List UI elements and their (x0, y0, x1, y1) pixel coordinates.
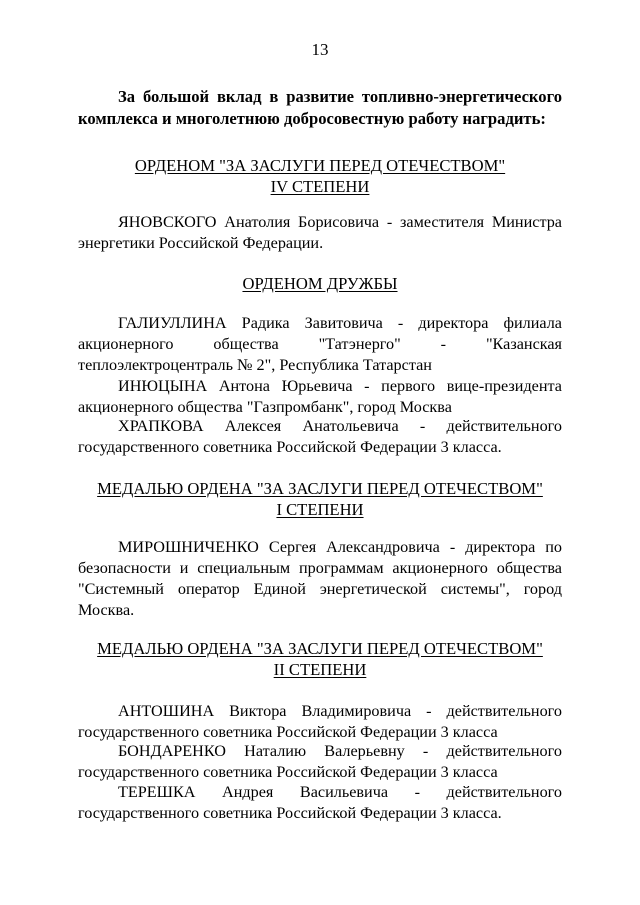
award-entry: ТЕРЕШКА Андрея Васильевича - действительного государственного советника Российской Федерации 3 класса. (78, 783, 562, 822)
section-heading-medal-1 (60, 478, 580, 520)
heading-line: МЕДАЛЬЮ ОРДЕНА "ЗА ЗАСЛУГИ ПЕРЕД ОТЕЧЕСТВОМ" (97, 479, 543, 498)
intro-paragraph: За большой вклад в развитие топливно-энергетического комплекса и многолетнюю добросовестную работу наградить: (78, 87, 562, 128)
page-number: 13 (311, 40, 329, 59)
award-entry: БОНДАРЕНКО Наталию Валерьевну - действительного государственного советника Российской Федерации 3 класса (78, 742, 562, 781)
heading-line: IV СТЕПЕНИ (270, 177, 370, 196)
heading-line: I СТЕПЕНИ (276, 500, 364, 519)
award-entry: МИРОШНИЧЕНКО Сергея Александровича - директора по безопасности и специальным программам акционерного общества "Системный оператор Единой энергетической системы", город Москва. (78, 538, 562, 619)
award-entry: АНТОШИНА Виктора Владимировича - действительного государственного советника Российской Федерации 3 класса (78, 702, 562, 741)
section-heading-order-friendship (60, 273, 580, 294)
award-entry: ХРАПКОВА Алексея Анатольевича - действительного государственного советника Российской Федерации 3 класса. (78, 417, 562, 456)
award-entry: ИНЮЦЫНА Антона Юрьевича - первого вице-президента акционерного общества "Газпромбанк", город Москва (78, 377, 562, 416)
award-entry: ЯНОВСКОГО Анатолия Борисовича - заместителя Министра энергетики Российской Федерации. (78, 213, 562, 252)
heading-line: II СТЕПЕНИ (273, 660, 367, 679)
section-heading-order-merit-4 (60, 155, 580, 197)
heading-line: МЕДАЛЬЮ ОРДЕНА "ЗА ЗАСЛУГИ ПЕРЕД ОТЕЧЕСТВОМ" (97, 639, 543, 658)
section-heading-medal-2 (60, 638, 580, 680)
heading-line: ОРДЕНОМ "ЗА ЗАСЛУГИ ПЕРЕД ОТЕЧЕСТВОМ" (134, 156, 506, 175)
award-entry: ГАЛИУЛЛИНА Радика Завитовича - директора филиала акционерного общества "Татэнерго" - "Казанская теплоэлектроцентраль № 2", Республика Татарстан (78, 314, 562, 374)
heading-line: ОРДЕНОМ ДРУЖБЫ (242, 274, 398, 293)
